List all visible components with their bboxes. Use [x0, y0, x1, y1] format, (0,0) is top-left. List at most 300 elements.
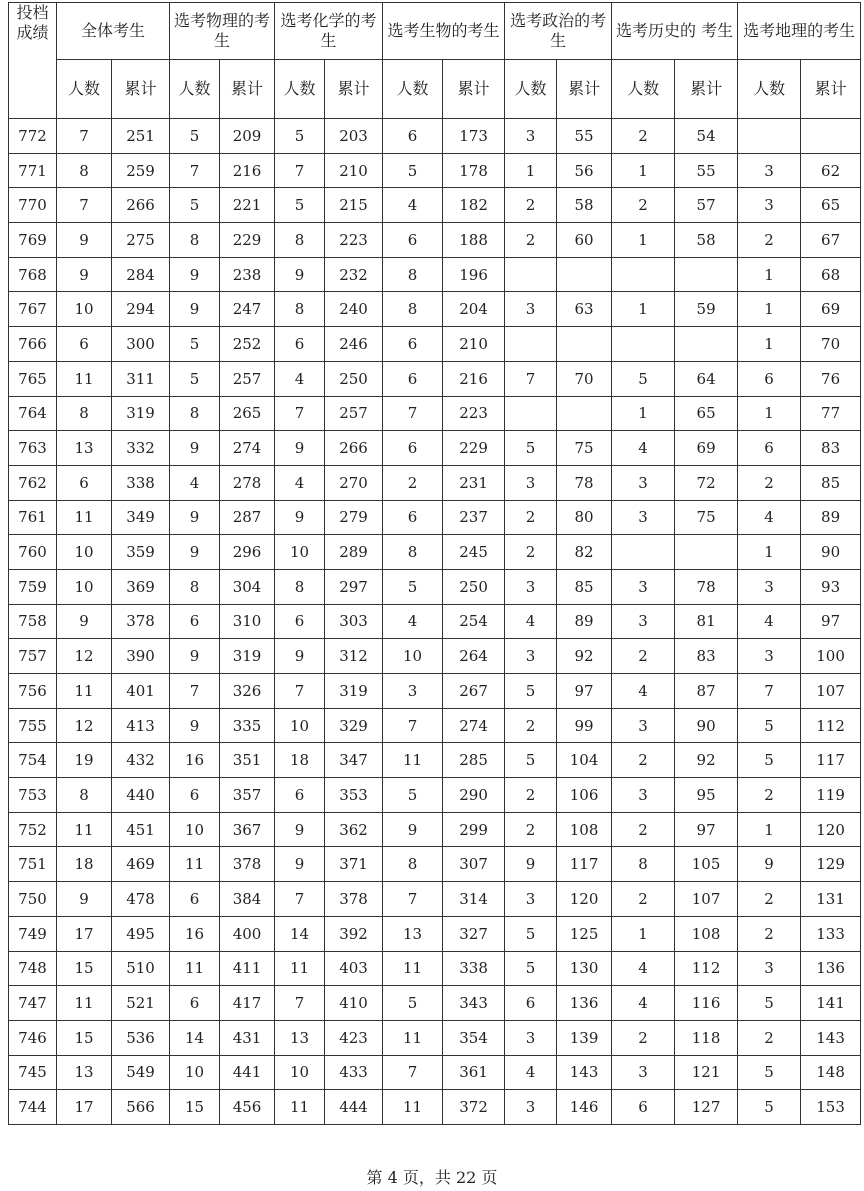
table-row	[9, 119, 861, 154]
cumulative-cell: 440	[112, 778, 170, 813]
cumulative-cell: 378	[112, 604, 170, 639]
count-cell: 12	[57, 639, 112, 674]
count-cell: 5	[383, 986, 443, 1021]
count-cell	[612, 535, 675, 570]
cumulative-cell: 133	[801, 916, 861, 951]
cumulative-cell: 92	[557, 639, 612, 674]
cumulative-cell: 353	[325, 778, 383, 813]
cumulative-cell	[557, 327, 612, 362]
count-cell: 5	[505, 431, 557, 466]
sub-header-cumulative: 累计	[557, 60, 612, 119]
cumulative-cell: 146	[557, 1090, 612, 1125]
cumulative-cell: 57	[675, 188, 738, 223]
count-cell: 4	[275, 361, 325, 396]
count-cell: 5	[738, 708, 801, 743]
count-cell: 13	[383, 916, 443, 951]
count-cell: 1	[612, 396, 675, 431]
table-row	[9, 361, 861, 396]
cumulative-cell: 69	[675, 431, 738, 466]
cumulative-cell: 319	[220, 639, 275, 674]
count-cell: 6	[612, 1090, 675, 1125]
cumulative-cell: 314	[443, 882, 505, 917]
score-cell: 767	[9, 292, 57, 327]
cumulative-cell: 107	[675, 882, 738, 917]
count-cell: 1	[738, 327, 801, 362]
score-table	[8, 2, 861, 1125]
cumulative-cell: 231	[443, 465, 505, 500]
cumulative-cell: 566	[112, 1090, 170, 1125]
count-cell: 7	[738, 674, 801, 709]
count-cell: 2	[383, 465, 443, 500]
cumulative-cell: 55	[675, 153, 738, 188]
count-cell: 1	[738, 292, 801, 327]
count-cell: 11	[57, 500, 112, 535]
count-cell: 4	[738, 500, 801, 535]
cumulative-cell: 229	[220, 223, 275, 258]
cumulative-cell: 182	[443, 188, 505, 223]
count-cell: 15	[170, 1090, 220, 1125]
count-cell: 12	[57, 708, 112, 743]
count-cell	[505, 257, 557, 292]
table-row	[9, 465, 861, 500]
count-cell: 8	[275, 292, 325, 327]
cumulative-cell: 59	[675, 292, 738, 327]
count-cell: 6	[383, 500, 443, 535]
cumulative-cell: 319	[112, 396, 170, 431]
count-cell: 14	[275, 916, 325, 951]
count-cell: 4	[738, 604, 801, 639]
cumulative-cell: 332	[112, 431, 170, 466]
cumulative-cell: 270	[325, 465, 383, 500]
count-cell: 11	[57, 986, 112, 1021]
table-row	[9, 778, 861, 813]
table-row	[9, 223, 861, 258]
score-cell: 762	[9, 465, 57, 500]
cumulative-cell: 510	[112, 951, 170, 986]
table-row	[9, 257, 861, 292]
cumulative-cell: 371	[325, 847, 383, 882]
cumulative-cell: 254	[443, 604, 505, 639]
count-cell: 6	[383, 361, 443, 396]
cumulative-cell: 278	[220, 465, 275, 500]
count-cell: 11	[170, 847, 220, 882]
cumulative-cell: 401	[112, 674, 170, 709]
cumulative-cell: 351	[220, 743, 275, 778]
cumulative-cell: 238	[220, 257, 275, 292]
score-cell: 753	[9, 778, 57, 813]
cumulative-cell: 289	[325, 535, 383, 570]
count-cell: 9	[170, 535, 220, 570]
group-header-all: 全体考生	[57, 3, 170, 60]
table-row	[9, 604, 861, 639]
count-cell: 5	[170, 188, 220, 223]
cumulative-cell: 62	[801, 153, 861, 188]
count-cell: 4	[612, 431, 675, 466]
count-cell: 6	[275, 604, 325, 639]
table-row	[9, 1090, 861, 1125]
table-row	[9, 743, 861, 778]
sub-header-count: 人数	[738, 60, 801, 119]
cumulative-cell: 275	[112, 223, 170, 258]
cumulative-cell: 216	[443, 361, 505, 396]
count-cell: 9	[738, 847, 801, 882]
count-cell: 8	[275, 569, 325, 604]
count-cell: 5	[383, 569, 443, 604]
cumulative-cell: 90	[801, 535, 861, 570]
count-cell: 17	[57, 916, 112, 951]
cumulative-cell: 251	[112, 119, 170, 154]
count-cell: 9	[57, 604, 112, 639]
count-cell	[612, 257, 675, 292]
cumulative-cell	[675, 535, 738, 570]
count-cell: 4	[505, 1055, 557, 1090]
cumulative-cell: 285	[443, 743, 505, 778]
count-cell: 9	[275, 431, 325, 466]
cumulative-cell: 390	[112, 639, 170, 674]
cumulative-cell: 274	[443, 708, 505, 743]
count-cell: 1	[738, 257, 801, 292]
count-cell: 2	[505, 778, 557, 813]
count-cell: 11	[275, 1090, 325, 1125]
score-cell: 765	[9, 361, 57, 396]
count-cell: 5	[738, 743, 801, 778]
cumulative-cell: 78	[557, 465, 612, 500]
score-cell: 747	[9, 986, 57, 1021]
count-cell: 9	[57, 882, 112, 917]
cumulative-cell	[557, 257, 612, 292]
score-cell: 757	[9, 639, 57, 674]
table-row	[9, 882, 861, 917]
cumulative-cell: 120	[801, 812, 861, 847]
count-cell: 2	[738, 1020, 801, 1055]
count-cell: 9	[275, 639, 325, 674]
cumulative-cell: 433	[325, 1055, 383, 1090]
cumulative-cell: 210	[443, 327, 505, 362]
count-cell: 2	[505, 812, 557, 847]
cumulative-cell: 311	[112, 361, 170, 396]
cumulative-cell: 80	[557, 500, 612, 535]
cumulative-cell: 266	[325, 431, 383, 466]
cumulative-cell: 338	[443, 951, 505, 986]
count-cell: 8	[170, 396, 220, 431]
cumulative-cell: 69	[801, 292, 861, 327]
count-cell: 6	[275, 327, 325, 362]
cumulative-cell: 296	[220, 535, 275, 570]
count-cell: 5	[612, 361, 675, 396]
cumulative-cell: 83	[675, 639, 738, 674]
cumulative-cell: 290	[443, 778, 505, 813]
count-cell: 2	[738, 778, 801, 813]
cumulative-cell: 245	[443, 535, 505, 570]
table-row	[9, 327, 861, 362]
cumulative-cell: 97	[557, 674, 612, 709]
table-row	[9, 847, 861, 882]
count-cell: 11	[383, 1020, 443, 1055]
count-cell: 11	[383, 1090, 443, 1125]
count-cell: 3	[612, 1055, 675, 1090]
cumulative-cell: 173	[443, 119, 505, 154]
count-cell: 2	[612, 812, 675, 847]
cumulative-cell: 178	[443, 153, 505, 188]
cumulative-cell	[801, 119, 861, 154]
count-cell: 11	[275, 951, 325, 986]
cumulative-cell: 265	[220, 396, 275, 431]
cumulative-cell: 70	[801, 327, 861, 362]
count-cell: 9	[275, 500, 325, 535]
score-cell: 744	[9, 1090, 57, 1125]
cumulative-cell: 361	[443, 1055, 505, 1090]
cumulative-cell: 223	[325, 223, 383, 258]
sub-header-count: 人数	[612, 60, 675, 119]
cumulative-cell: 326	[220, 674, 275, 709]
score-cell: 751	[9, 847, 57, 882]
count-cell: 9	[170, 257, 220, 292]
cumulative-cell: 97	[801, 604, 861, 639]
count-cell: 6	[170, 778, 220, 813]
subheader-row	[9, 60, 861, 119]
count-cell: 8	[383, 535, 443, 570]
count-cell: 3	[505, 639, 557, 674]
cumulative-cell: 232	[325, 257, 383, 292]
cumulative-cell: 148	[801, 1055, 861, 1090]
cumulative-cell: 82	[557, 535, 612, 570]
count-cell: 1	[612, 916, 675, 951]
count-cell: 1	[738, 396, 801, 431]
count-cell: 5	[170, 119, 220, 154]
count-cell: 8	[383, 257, 443, 292]
cumulative-cell: 357	[220, 778, 275, 813]
cumulative-cell: 417	[220, 986, 275, 1021]
cumulative-cell: 252	[220, 327, 275, 362]
cumulative-cell: 310	[220, 604, 275, 639]
cumulative-cell: 327	[443, 916, 505, 951]
score-cell: 748	[9, 951, 57, 986]
score-cell: 772	[9, 119, 57, 154]
cumulative-cell: 118	[675, 1020, 738, 1055]
count-cell: 9	[275, 812, 325, 847]
cumulative-cell: 359	[112, 535, 170, 570]
cumulative-cell: 104	[557, 743, 612, 778]
cumulative-cell: 279	[325, 500, 383, 535]
score-cell: 752	[9, 812, 57, 847]
table-row	[9, 1055, 861, 1090]
cumulative-cell: 136	[557, 986, 612, 1021]
score-cell: 763	[9, 431, 57, 466]
cumulative-cell: 72	[675, 465, 738, 500]
count-cell: 9	[170, 639, 220, 674]
cumulative-cell: 121	[675, 1055, 738, 1090]
count-cell: 6	[738, 361, 801, 396]
count-cell: 3	[738, 153, 801, 188]
cumulative-cell: 89	[801, 500, 861, 535]
count-cell: 8	[170, 223, 220, 258]
count-cell: 11	[383, 951, 443, 986]
cumulative-cell: 410	[325, 986, 383, 1021]
count-cell: 9	[505, 847, 557, 882]
cumulative-cell: 75	[675, 500, 738, 535]
cumulative-cell: 347	[325, 743, 383, 778]
cumulative-cell: 274	[220, 431, 275, 466]
count-cell: 10	[57, 292, 112, 327]
count-cell: 8	[170, 569, 220, 604]
count-cell: 8	[612, 847, 675, 882]
count-cell: 11	[57, 361, 112, 396]
count-cell: 3	[612, 604, 675, 639]
cumulative-cell: 451	[112, 812, 170, 847]
cumulative-cell: 536	[112, 1020, 170, 1055]
count-cell: 2	[612, 1020, 675, 1055]
sub-header-count: 人数	[275, 60, 325, 119]
cumulative-cell: 246	[325, 327, 383, 362]
cumulative-cell: 64	[675, 361, 738, 396]
score-cell: 771	[9, 153, 57, 188]
cumulative-cell: 307	[443, 847, 505, 882]
count-cell: 7	[383, 1055, 443, 1090]
score-cell: 756	[9, 674, 57, 709]
count-cell: 4	[383, 604, 443, 639]
table-row	[9, 812, 861, 847]
cumulative-cell: 400	[220, 916, 275, 951]
count-cell: 2	[612, 882, 675, 917]
count-cell: 2	[505, 223, 557, 258]
count-cell: 14	[170, 1020, 220, 1055]
group-header-politics: 选考政治的考生	[505, 3, 612, 60]
table-row	[9, 500, 861, 535]
cumulative-cell: 264	[443, 639, 505, 674]
table-row	[9, 1020, 861, 1055]
cumulative-cell: 87	[675, 674, 738, 709]
count-cell: 4	[612, 674, 675, 709]
cumulative-cell: 90	[675, 708, 738, 743]
score-cell: 749	[9, 916, 57, 951]
count-cell: 2	[612, 639, 675, 674]
count-cell: 11	[57, 812, 112, 847]
count-cell: 4	[275, 465, 325, 500]
cumulative-cell: 478	[112, 882, 170, 917]
cumulative-cell: 108	[675, 916, 738, 951]
count-cell: 1	[738, 535, 801, 570]
count-cell: 8	[275, 223, 325, 258]
count-cell: 9	[170, 500, 220, 535]
cumulative-cell: 106	[557, 778, 612, 813]
sub-header-cumulative: 累计	[675, 60, 738, 119]
count-cell: 9	[383, 812, 443, 847]
cumulative-cell: 384	[220, 882, 275, 917]
cumulative-cell: 312	[325, 639, 383, 674]
count-cell: 7	[275, 153, 325, 188]
count-cell: 10	[383, 639, 443, 674]
cumulative-cell: 78	[675, 569, 738, 604]
count-cell: 6	[170, 986, 220, 1021]
cumulative-cell: 329	[325, 708, 383, 743]
count-cell: 3	[505, 569, 557, 604]
cumulative-cell: 257	[325, 396, 383, 431]
count-cell: 3	[612, 708, 675, 743]
cumulative-cell: 65	[801, 188, 861, 223]
cumulative-cell: 75	[557, 431, 612, 466]
score-cell: 746	[9, 1020, 57, 1055]
cumulative-cell: 117	[801, 743, 861, 778]
score-cell: 768	[9, 257, 57, 292]
sub-header-cumulative: 累计	[220, 60, 275, 119]
cumulative-cell: 354	[443, 1020, 505, 1055]
count-cell: 4	[383, 188, 443, 223]
count-cell: 3	[612, 778, 675, 813]
cumulative-cell: 56	[557, 153, 612, 188]
count-cell: 9	[275, 847, 325, 882]
count-cell: 1	[738, 812, 801, 847]
cumulative-cell: 141	[801, 986, 861, 1021]
count-cell: 3	[505, 1090, 557, 1125]
count-cell: 6	[383, 431, 443, 466]
cumulative-cell: 153	[801, 1090, 861, 1125]
cumulative-cell: 116	[675, 986, 738, 1021]
count-cell: 8	[57, 153, 112, 188]
count-cell: 3	[383, 674, 443, 709]
table-row	[9, 569, 861, 604]
cumulative-cell: 413	[112, 708, 170, 743]
count-cell: 7	[383, 882, 443, 917]
score-cell: 745	[9, 1055, 57, 1090]
count-cell	[505, 327, 557, 362]
count-cell: 5	[738, 986, 801, 1021]
count-cell: 6	[57, 327, 112, 362]
count-cell: 11	[170, 951, 220, 986]
count-cell: 7	[57, 119, 112, 154]
count-cell: 2	[505, 708, 557, 743]
count-cell: 9	[57, 223, 112, 258]
cumulative-cell: 130	[557, 951, 612, 986]
cumulative-cell: 343	[443, 986, 505, 1021]
sub-header-cumulative: 累计	[112, 60, 170, 119]
count-cell: 3	[738, 951, 801, 986]
cumulative-cell: 303	[325, 604, 383, 639]
count-cell: 4	[170, 465, 220, 500]
table-row	[9, 639, 861, 674]
count-cell: 2	[612, 188, 675, 223]
cumulative-cell: 70	[557, 361, 612, 396]
count-cell: 5	[738, 1055, 801, 1090]
count-cell: 3	[612, 500, 675, 535]
count-cell: 2	[505, 188, 557, 223]
count-cell: 7	[275, 986, 325, 1021]
cumulative-cell: 89	[557, 604, 612, 639]
cumulative-cell: 423	[325, 1020, 383, 1055]
count-cell: 13	[275, 1020, 325, 1055]
cumulative-cell: 68	[801, 257, 861, 292]
count-cell: 5	[383, 153, 443, 188]
count-cell: 7	[383, 396, 443, 431]
count-cell: 5	[170, 327, 220, 362]
score-cell: 761	[9, 500, 57, 535]
cumulative-cell: 143	[557, 1055, 612, 1090]
count-cell: 3	[505, 465, 557, 500]
cumulative-cell: 83	[801, 431, 861, 466]
count-cell: 15	[57, 951, 112, 986]
group-header-geography: 选考地理的考生	[738, 3, 861, 60]
score-cell: 769	[9, 223, 57, 258]
count-cell: 3	[612, 569, 675, 604]
count-cell: 3	[612, 465, 675, 500]
score-cell: 766	[9, 327, 57, 362]
count-cell: 3	[505, 119, 557, 154]
count-cell: 18	[275, 743, 325, 778]
count-cell: 10	[170, 1055, 220, 1090]
cumulative-cell: 237	[443, 500, 505, 535]
count-cell: 7	[275, 674, 325, 709]
count-cell	[738, 119, 801, 154]
cumulative-cell: 55	[557, 119, 612, 154]
